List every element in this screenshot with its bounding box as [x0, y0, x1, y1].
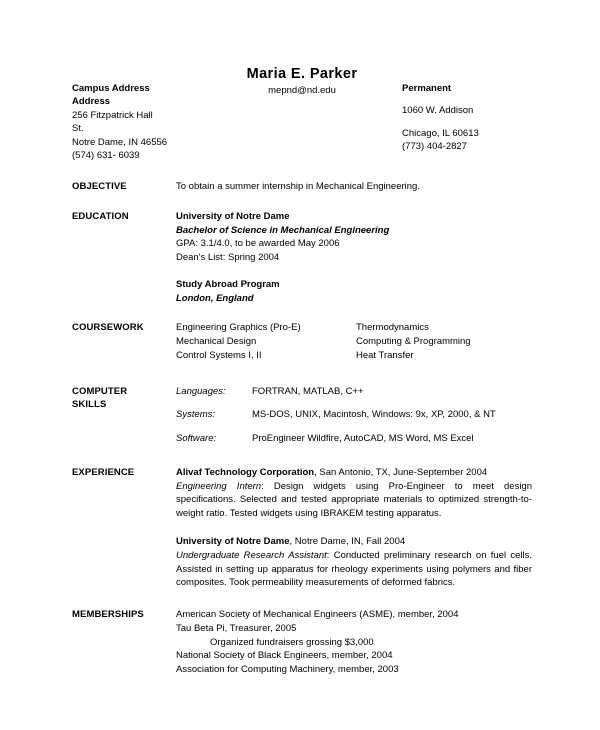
campus-address-line1: 256 Fitzpatrick Hall	[72, 109, 153, 121]
skill-key: Languages:	[176, 385, 226, 397]
resume-document	[72, 62, 532, 677]
coursework-item: Engineering Graphics (Pro-E)	[176, 322, 301, 334]
objective-text: To obtain a summer internship in Mechanical Engineering.	[176, 181, 420, 192]
experience-title: Engineering Intern	[176, 480, 262, 492]
experience-location: , Notre Dame, IN, Fall 2004	[289, 536, 406, 548]
section-computer-skills	[72, 385, 532, 446]
skill-row	[176, 432, 532, 446]
experience-location: , San Antonio, TX, June-September 2004	[314, 466, 488, 478]
experience-description: : Conducted preliminary research on fuel cells. Assisted in setting up apparatus for rheology experiments using polymers and fiber composites. Took permeability measurements of deformed fabrics.	[176, 549, 533, 589]
section-memberships	[72, 608, 532, 677]
coursework-item: Heat Transfer	[356, 349, 414, 361]
coursework-column-left	[176, 321, 356, 362]
section-education	[72, 210, 532, 306]
campus-address-line3: Notre Dame, IN 46556	[72, 136, 168, 148]
resume-header	[72, 66, 532, 162]
coursework-item: Control Systems I, II	[176, 349, 262, 361]
education-school: University of Notre Dame	[176, 210, 290, 222]
membership-item: American Society of Mechanical Engineers (ASME), member, 2004	[176, 609, 459, 621]
candidate-email: mepnd@nd.edu	[268, 85, 336, 96]
skill-key: Systems:	[176, 409, 216, 421]
education-degree: Bachelor of Science in Mechanical Engineering	[176, 224, 390, 236]
campus-address-title-line2: Address	[72, 96, 111, 108]
skill-row	[176, 385, 532, 399]
skill-key: Software:	[176, 433, 217, 445]
experience-description: : Design widgets using Pro-Engineer to meet design specifications. Selected and tested appropriate materials to optimized strength-to-weight ratio. Tested widgets using IBRAKEM testing apparatus.	[176, 480, 532, 520]
membership-item: Association for Computing Machinery, member, 2003	[176, 664, 399, 676]
candidate-name: Maria E. Parker	[246, 66, 358, 82]
coursework-column-right	[356, 321, 532, 362]
membership-item: Organized fundraisers grossing $3,000	[210, 636, 374, 648]
study-abroad-location: London, England	[176, 292, 254, 304]
experience-employer: University of Notre Dame	[176, 536, 290, 548]
computer-skills-label-line1: COMPUTER	[72, 385, 128, 397]
education-label: EDUCATION	[72, 210, 129, 222]
campus-address-block	[72, 82, 222, 163]
objective-label: OBJECTIVE	[72, 181, 127, 192]
permanent-address-phone: (773) 404-2827	[402, 141, 467, 153]
experience-job-heading	[176, 466, 532, 480]
experience-employer: Alivaf Technology Corporation	[176, 466, 315, 478]
computer-skills-label	[72, 385, 176, 446]
education-gpa: GPA: 3.1/4.0, to be awarded May 2006	[176, 238, 340, 250]
coursework-item: Thermodynamics	[356, 322, 429, 334]
coursework-item: Mechanical Design	[176, 336, 257, 348]
skill-value: FORTRAN, MATLAB, C++	[252, 385, 364, 397]
memberships-label: MEMBERSHIPS	[72, 609, 144, 621]
computer-skills-label-line2: SKILLS	[72, 399, 107, 411]
campus-address-phone: (574) 631- 6039	[72, 150, 140, 162]
experience-job-heading	[176, 535, 532, 549]
experience-label: EXPERIENCE	[72, 466, 135, 478]
skill-value: MS-DOS, UNIX, Macintosh, Windows: 9x, XP, 2000, & NT	[252, 409, 496, 421]
skill-row	[176, 408, 532, 422]
permanent-address-line2: Chicago, IL 60613	[402, 127, 479, 139]
campus-address-line2: St.	[72, 123, 84, 135]
experience-body	[176, 466, 532, 590]
experience-job	[176, 466, 532, 521]
experience-job-detail	[176, 549, 532, 590]
education-honors: Dean's List: Spring 2004	[176, 252, 280, 264]
computer-skills-body	[176, 385, 532, 446]
section-experience	[72, 466, 532, 590]
memberships-body	[176, 608, 532, 677]
permanent-address-title: Permanent	[402, 83, 452, 94]
skill-value: ProEngineer Wildfire, AutoCAD, MS Word, MS Excel	[252, 433, 474, 445]
permanent-address-block	[402, 82, 532, 154]
membership-item: National Society of Black Engineers, member, 2004	[176, 650, 393, 662]
experience-title: Undergraduate Research Assistant	[176, 549, 327, 561]
coursework-item: Computing & Programming	[356, 336, 471, 348]
membership-item: Tau Beta Pi, Treasurer, 2005	[176, 622, 297, 634]
permanent-address-line1: 1060 W. Addison	[402, 105, 474, 117]
experience-job-detail	[176, 480, 532, 521]
section-objective	[72, 180, 532, 194]
section-coursework	[72, 321, 532, 362]
experience-job	[176, 535, 532, 590]
coursework-body	[176, 321, 532, 362]
education-body	[176, 210, 532, 306]
coursework-label: COURSEWORK	[72, 322, 144, 334]
campus-address-title-line1: Campus Address	[72, 83, 150, 94]
study-abroad-title: Study Abroad Program	[176, 278, 280, 290]
